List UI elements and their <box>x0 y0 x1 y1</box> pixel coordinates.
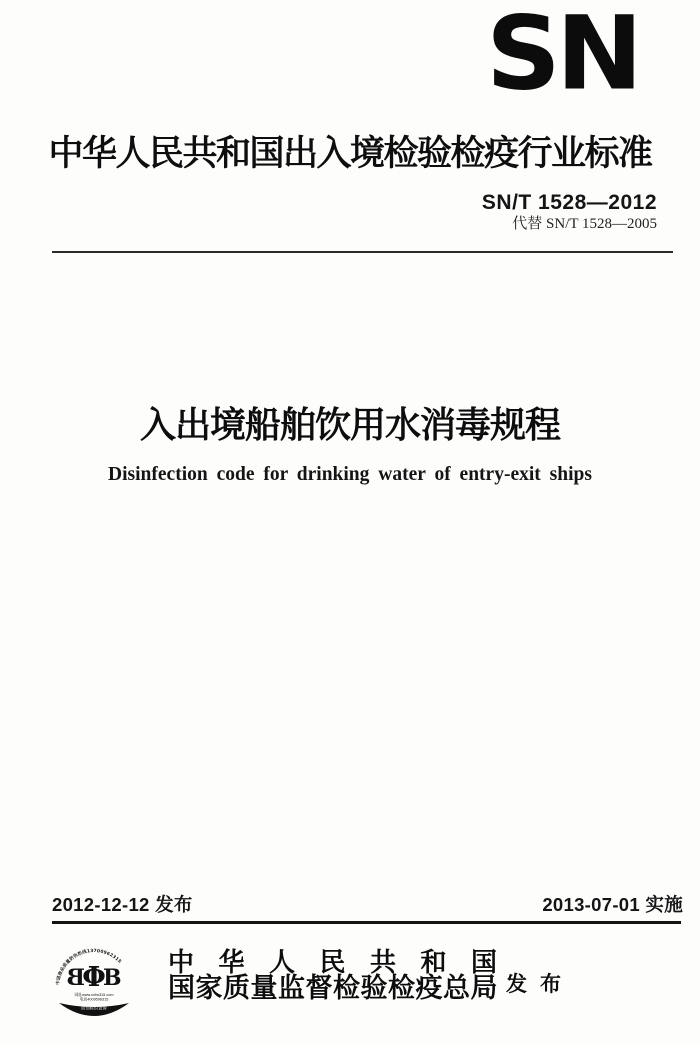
replaces-note: 代替 SN/T 1528—2005 <box>512 216 657 233</box>
implementation-date: 2013-07-01 实施 <box>542 894 683 915</box>
publish-label: 发布 <box>506 973 574 996</box>
svg-text:Φ: Φ <box>82 962 106 993</box>
header-standard-title: 中华人民共和国出入境检验检疫行业标准 <box>48 134 652 173</box>
issue-date: 2012-12-12 发布 <box>52 894 193 915</box>
seal-emblem-icon <box>66 962 121 993</box>
doc-title-en: Disinfection code for drinking water of entry-exit ships <box>108 464 592 485</box>
header-divider <box>52 251 673 253</box>
standard-number-block <box>482 191 657 233</box>
footer-divider <box>52 921 681 924</box>
anti-counterfeit-seal-icon <box>52 941 136 1021</box>
svg-text:B: B <box>66 965 85 991</box>
issuer-name-line1: 中华人民共和国 <box>168 947 522 977</box>
standard-number: SN/T 1528—2012 <box>481 191 657 214</box>
seal-phone-text: 电话4009596315 <box>79 997 109 1002</box>
seal-url-text: 网址www.cnfw315.com <box>74 993 114 997</box>
issuer-name-line2: 国家质量监督检验检疫总局 <box>168 973 498 1003</box>
seal-arc-text: 中国商品质量防伪热线13700962315 <box>56 948 122 986</box>
svg-text:B: B <box>103 965 122 991</box>
seal-bottom-text: 防伪标识查询 <box>81 1005 107 1011</box>
doc-title-zh: 入出境船舶饮用水消毒规程 <box>139 404 560 445</box>
date-row <box>52 891 683 917</box>
sn-logo: SN <box>486 0 638 113</box>
issuer-block <box>168 949 522 1002</box>
